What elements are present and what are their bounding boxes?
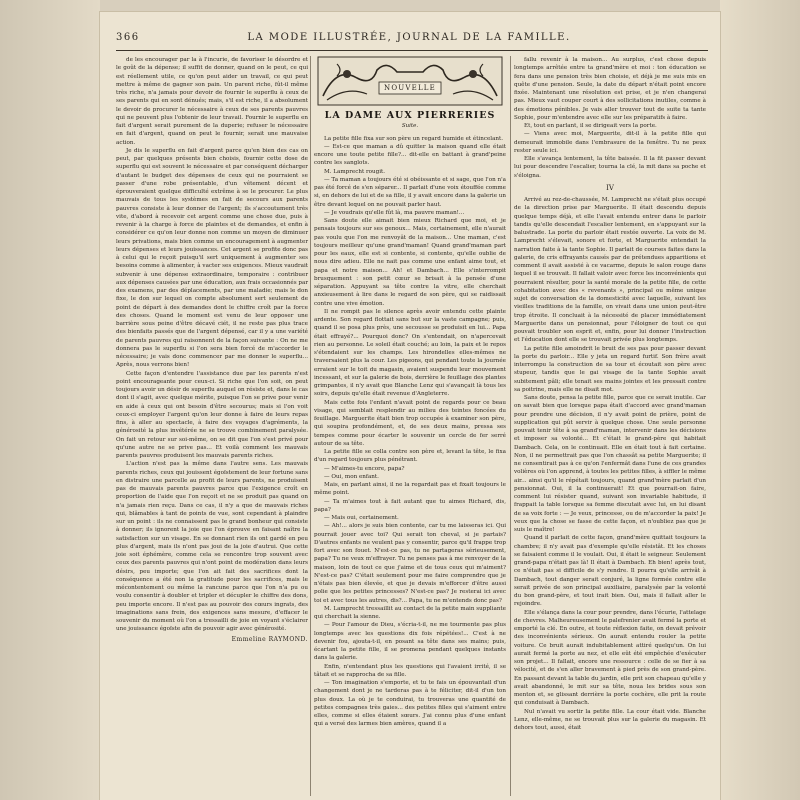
- author-signature: Emmeline RAYMOND.: [231, 635, 308, 643]
- paragraph: — Ton imagination s'emporte, et tu te fais un épouvantail d'un changement dont je ne tarderas pas à te féliciter, dit-il d'un ton plus doux. La où je te conduirai, tu trouveras une quantité de petites compagnes très gaies... des petites filles qui s'aiment entre elles, comme si elles étaient sœurs. J'ai connu plus d'une enfant qui a versé des larmes bien amères, quand il a: [314, 680, 506, 728]
- page-number: 366: [116, 32, 140, 43]
- paragraph: L'action n'est pas la même dans l'autre sens. Les mauvais parents riches, ceux qui jouissent égoïstement de leur fortune sans en distraire une parcelle au profit de leurs parents, ne produisent pas de mauvais parents pauvres parce que l'exigence croît en proportion de l'aide que l'on reçoit et ne se produit pas quand on n'a jamais rien reçu. Dans ce cas, il n'y a que de mauvais riches qui, blâmables à tant de points de vue, sont cependant à plaindre sur un point : ils ne connaissent pas le grand bonheur qui consiste à donner; ils ignorent la joie que l'on éprouve en faisant naître la satisfaction sur un visage. En se donnant rien ils ont gardé en peu plus d'argent, mais ils n'ont pas joui de la joie d'autrui. Que cette joie soit éphémère, comme cela se rencontre trop souvent avec ceux des parents pauvres qui n'ont point de modération dans leurs désirs, peu importe; que l'on ait fait des sacrifices dont la conséquence a été non la gratitude pour les sacrifices, mais le mécontentement ou même la rancune parce que l'on n'a pu ou voulu consentir à doubler et tripler et décupler le chiffre des dons, peu importe encore. Il n'est pas au pouvoir des cœurs ingrats, des imaginations sans frein, des exigences sans mesure, d'effacer le souvenir du moment où l'on a tressailli de joie en voyant s'éclairer une jouissance égoïste afin de pouvoir agir avec générosité.: [116, 461, 308, 633]
- paragraph: Cette façon d'entendre l'assistance due par les parents n'est point encourageante pour ceux-ci. Si riche que l'on soit, on peut toujours avoir un désir de superflu auquel on résiste et, dans le cas dont il s'agit, avec quelque mérite, puisque l'on se prive pour venir en aide à ceux qui ont besoin d'être secourus; mais si l'on voit ceux-ci employer l'argent qu'on leur donne à faire de leurs repas fins, à aller au spectacle, à faire des voyages d'agréments, la générosité la plus invétérée ne se trouve combinement paralysée. On fait un retour sur soi-même, on se dit que l'on s'est privé pour qu'une autre ne se prive pas... Et voilà comment les mauvais parents pauvres produisent les mauvais parents riches.: [116, 370, 308, 459]
- paragraph: Arrivé au rez-de-chaussée, M. Lamprecht ne s'était plus occupé de la direction prise par Marguerite. Il était descendu depuis quelque temps déjà, et elle l'avait entendu entrer dans le parloir tandis qu'elle descendait l'escalier lentement, en s'appuyant sur la balustrade. La porte du parloir était restée ouverte. La voix de M. Lamprecht s'élevait, sonore et forte, et Marguerite entendait la narration faite à la tante Sophie. Il parlait de courses faites dans la galerie, de cris effrayants causés par de prétendues apparitions et comment il avait assisté à ce vacarme, depuis le salon rouge dans lequel il se trouvait. Il fallait valoir avec force les inconvénients qui pourraient résulter, pour la santé morale de la petite fille, de cette cohabitation avec des « revenants », principal ou même unique sujet de conversation de la domesticité avec laquelle, suivant les vieilles traditions de la famille, on vivait dans une union peut-être trop étroite. Il concluait à la nécessité de placer immédiatement Marguerite dans un pensionnat, pour l'éloigner de tout ce qui pouvait troubler son esprit et, enfin, pour lui donner l'instruction et l'éducation dont elle se trouvait privée plus longtemps.: [514, 197, 706, 344]
- paragraph: — Est-ce que maman a dû quitter la maison quand elle était encore une toute petite fille?... dit-elle en battant à grand'peine contre les sanglots.: [314, 143, 506, 167]
- suite-label: Suite.: [401, 123, 419, 130]
- paragraph: Il ne rompit pas le silence après avoir entendu cette plainte ardente. Son regard flottait sans but sur la vaste campagne; puis, quand il se posa plus près, une secousse se produisit en lui... Papa était effrayé?... Pourquoi donc? On s'entendait, on n'apercevait rien au personne. Le soleil était couché; au loin, la paix et le repos s'étendaient sur les champs. Les hirondelles elles-mêmes ne traversaient plus la cour. Les pigeons, qui pendant toute la journée erraient sur le toit du magasin, avaient suspendu leur mouvement incessant, et sur la galerie de bois, derrière le feuillage des plantes grimpantes, il n'y avait que Blanche Lenz qui s'avançait là tous les soirs, depuis qu'elle était revenue d'Angleterre.: [314, 308, 506, 398]
- newspaper-page: [100, 12, 720, 800]
- paragraph: — Ah!... alors je suis bien contente, car tu me laisseras ici. Qui pourrait jouer avec toi? Qui serait ton cheval, si je partais? D'autres enfants ne veulent pas y consentir, parce qu'il frappe trop fort avec son fouet. N'est-ce pas, tu ne partageras sérieusement, papa? Tu ne veux m'effrayer. Tu ne penses pas à me renvoyer de la maison, loin de tout ce que j'aime et de tous ceux qui m'aiment? N'est-ce pas? C'était seulement pour me faire comprendre que je n'étais pas bien élevée, et que je devais m'efforcer d'être aussi polie que les petites princesses? N'est-ce pas? Je resterai ici avec toi et avec tous les autres, dis?... Papa, tu ne m'entends donc pas?: [314, 523, 506, 604]
- column-2: [314, 56, 506, 729]
- paragraph: M. Lamprecht rougit.: [324, 168, 386, 175]
- paragraph: Quand il parlait de cette façon, grand'mère quittait toujours la chambre; il n'y avait pas d'exemple qu'elle résistât. Et les choses se faisaient comme il le voulait. Oui, il était le seigneur. Seulement grand-papa n'était pas là! Il était à Dambach. Eh bien! après tout, ce n'était pas si difficile de s'y rendre. Il pourra qu'elle arrivât à Dambach, tout danger serait conjuré, la ligne formée contre elle serait privée de son principal auxiliaire, paralysée par la volonté du bon grand-père, et tout irait bien. Oui, mais il fallait aller le rejoindre.: [514, 535, 706, 608]
- paragraph: — Oui, mon enfant.: [324, 473, 379, 480]
- paragraph: — Pour l'amour de Dieu, s'écria-t-il, ne me tourmente pas plus longtemps avec les questions dix fois répétées!... C'est à ne devenir fou, ajouta-t-il, en posant sa tête dans ses mains; puis, écartant la petite fille, il se promena pendant quelques instants dans la galerie.: [314, 622, 506, 662]
- publication-title: LA MODE ILLUSTRÉE, JOURNAL DE LA FAMILLE.: [247, 32, 571, 43]
- paragraph: — M'aimes-tu encore, papa?: [324, 465, 405, 472]
- paragraph: La petite fille fixa sur son père un regard humide et étincelant.: [324, 135, 504, 142]
- paragraph: — Ta m'aimes tout à fait autant que tu aimes Richard, dis, papa?: [314, 498, 506, 513]
- paragraph: — Ta maman a toujours été si obéissante et si sage, que l'on n'a pas été forcé de s'en séparer... Il parlait d'une voix étouffée comme si, en dehors de lui et de sa fille, il y avait encore dans la galerie un être devant lequel on ne pouvait parler haut.: [314, 176, 506, 208]
- paragraph: — Je voudrais qu'elle fût là, ma pauvre maman!...: [324, 209, 465, 216]
- ornamental-vignette: [317, 56, 503, 106]
- paragraph: Sans doute elle aimait bien mieux Richard que moi, et je pensais toujours sur ses genoux... Mais, certainement, elle n'aurait pas voulu que l'on me renvoyât de la maison... Une maman, c'est toujours meilleur qu'une grand'maman! Quand grand'maman part pour les eaux, elle est si contente, si contente, qu'elle oublie de nous dire adieu. Elle ne nait pas comme une enfant aime tout, et papa et notre maison... Ah! et Dambach... Elle s'interrompit brusquement : son petit cœur se brisait à la pensée d'une séparation. Appuyant sa tête contre la vitre, elle cherchait anxieusement à lire dans le regard de son père, qui se raidissait contre une vive émotion.: [314, 218, 506, 307]
- column-1: [116, 56, 308, 644]
- paragraph: La petite fille amoindrit le bruit de ses pas pour passer devant la porte du parloir... Elle y jeta un regard furtif. Son frère avait interrompu la construction de sa tour et écoutait son père avec stupeur, tandis que le gai visage de la tante Sophie avait subitement pâli; elle tenait ses mains jointes et les pressait contre sa poitrine, mais elle ne disait mot.: [514, 345, 706, 393]
- column-divider-2: [510, 56, 511, 796]
- paragraph: Mais cette fois l'enfant n'avait point de regards pour ce beau visage, qui semblait resplendir au milieu des teintes foncées du feuillage. Marguerite était bien trop occupée à examiner son père, qui soupira profondément, et, de ses deux mains, pressa ses tempes comme pour écarter le souvenir un cercle de fer serré autour de sa tête.: [314, 399, 506, 447]
- banner-label: NOUVELLE: [384, 84, 436, 92]
- paragraph: M. Lamprecht tressaillit au contact de la petite main suppliante qui cherchait la sienne.: [314, 605, 506, 620]
- paragraph: — Mais oui, certainement.: [324, 515, 399, 521]
- paragraph: Mais, en parlant ainsi, il ne la regardait pas et fixait toujours le même point.: [314, 482, 506, 497]
- paragraph: de les encourager par la à l'incurie, de favoriser le désordre et le goût de la dépense; il suffit de donner, quand on le peut, ce qui est réellement utile, ce qu'on peut aider un travail, ce qui peut mettre à même de gagner son pain. Un parent riche, fût-il même très riche, n'a jamais pour devoir de fournir le superflu à ceux de ses parents qui en sont dénués; mais, s'il est riche, il a absolument le devoir de procurer le nécessaire à ceux de ses parents pauvres qui ne peuvent plus l'obtenir de leur travail. Fournir le superflu en fait d'argent serait purement de la duperie; refuser le nécessaire en fait d'argent, quand on peut le fournir, serait une mauvaise action.: [116, 57, 308, 146]
- story-title: LA DAME AUX PIERRERIES: [324, 110, 496, 121]
- page-gutter: [0, 0, 100, 800]
- paragraph: Sans doute, pensa la petite fille, parce que ce serait inutile. Car on savait bien que lorsque papa était d'accord avec grand'maman pour prendre une décision, il n'y avait point de prière, point de supplication qui pût servir à quelque chose. Une seule personne pouvait tenir tête à sa grand'maman, intervenir dans les décisions et imposer sa volonté... Et c'était le grand-père qui habitait Dambach. Cela, on le continuait. Elle en était tout à fait certaine. Non, il ne permettrait pas que l'on chassât sa petite Marguerite; il ne consentirait pas à ce qu'on l'enfermât dans l'une de ces grandes volières où l'on apprend, à toutes les petites filles, à siffler le même air... ainsi qu'il le répétait toujours, quand grand'mère parlait d'un pensionnat. Oui, il la continuerait! Et que pourrait-on faire, comment lui résister quand, suivant son invariable habitude, il frappait la table lorsque sa femme discutait avec lui, en lui disant de sa voix forte : — Je veux, princesse, ou de m'accorder la paix! Je veux que la chose se fasse de cette façon, et n'oubliez pas que je suis le maître!: [514, 395, 706, 533]
- paragraph: Enfin, n'entendant plus les questions qui l'avaient irrité, il se tâtait et se rapprocha de sa fille.: [314, 663, 506, 678]
- page-header: [106, 32, 712, 46]
- column-divider-1: [310, 56, 311, 796]
- paragraph: Et, tout en parlant, il se dirigeait vers la porte.: [524, 123, 657, 129]
- paragraph: Elle s'avança lentement, la tête baissée. Il la fit passer devant lui pour descendre l'escalier, tourna la clé, la mit dans sa poche et s'éloigna.: [514, 156, 706, 179]
- paragraph: Elle s'élança dans la cour pour prendre, dans l'écurie, l'attelage de chevres. Malheureusement le palefrenier avait fermé la porte et emporté la clé. En outre, et toute réflexion faite, on devait prévoir des inconvénients sérieux. On aurait entendu rouler la petite voiture. Ce bruit aurait indubitablement attiré quelqu'un. On lui aurait fermé la porte au nez, et elle eût été empêchée d'exécuter son projet... Il fallait, encore une ressource : celle de se fier à sa vélocité, et de s'en aller bravement à pied près de son grand-père. En passant devant la table du jardin, elle prit son chapeau qu'elle y avait abandonné, le mit sur sa tête, noua les brides sous son menton et, se glissant derrière la porte cochère, elle prit la route qui conduisait à Dambach.: [514, 609, 706, 707]
- paragraph: — Viens avec moi, Marguerite, dit-il à la petite fille qui demeurait immobile dans l'embrasure de la fenêtre. Tu ne peux rester seule ici.: [514, 131, 706, 154]
- paragraph: La petite fille se colla contre son père et, levant la tête, le fixa d'un regard toujours plus pénétrant.: [314, 449, 506, 464]
- nouvelle-banner: [317, 56, 503, 106]
- paragraph: fallu revenir à la maison... Au surplus, c'est chose depuis longtemps arrêtée entre ta grand'mère et moi : ton éducation se fera dans une pension très bien choisie, et déjà je me suis mis en quête d'une pension. Seule, la date du départ n'était point encore fixée. Maintenant une résolution est prise, et je n'en changerai pas. Mieux vaut couper court à des sollicitations inutiles, comme à des émotions pénibles. Je vais aller trouver tout de suite ta tante Sophie, pour m'entendre avec elle sur les préparatifs à faire.: [514, 57, 706, 121]
- chapter-heading: IV: [606, 183, 614, 192]
- paragraph: Nul n'avait vu sortir la petite fille. La cour était vide. Blanche Lenz, elle-même, ne se trouvait plus sur la galerie du magasin. Et dehors tout, aussi, était: [514, 708, 706, 731]
- paragraph: Je dis le superflu en fait d'argent parce qu'en bien des cas on peut, par quelques présents bien choisis, fournir cette dose de superflu qui est souvent le nécessaire et par conséquent décharger d'autant le budget des dépenses de ceux qui ne pourraient se passer d'une robe présentable, d'un vêtement décent et éprouveraient quelque difficulté extrême à se le procurer. Le plus mauvais de tous les systèmes en fait de secours aux parents pauvres consiste à leur donner de l'argent; ils s'accoutument très vite, d'abord à recevoir cet argent comme une chose due, puis à revenir à la charge à force de plaintes et de demandes, et enfin à considérer ce qu'on leur donne non comme un moyen de diminuer leurs privations, mais bien comme un encouragement à augmenter leurs dépenses et leurs jouissances. Cet argent se profite donc pas à celui qui le reçoit puisqu'il sert uniquement à augmenter ses besoins comme à alimenter, à vacter ses exigences. Mieux vaudrait subvenir à une dépense extraordinaire, temporaire : contribuer aux dépenses causées par une éducation, aux frais occasionnés par des examens, par des déplacements, par une maladie; mais le don fixe, le don sur lequel on compte absolument sert seulement de point de départ à des demandes dont le chiffre croît par la force des choses. Quand le moment est venu de leur opposer une barrière sous peine d'être décavé ciét, il ne reste pas plus trace des bienfaits passés que de l'argent dépensé, car il y a une variété de parents pauvres qui raisonnent de la façon suivante : On ne me donnera pas le superflu si l'on sera bien forcé de m'accorder le nécessaire; je vais donc commencer par me donner le superflu... Après, nous verrons bien!: [116, 147, 308, 369]
- header-rule: [116, 50, 708, 51]
- column-3: [514, 56, 706, 732]
- facing-page-edge: [720, 0, 800, 800]
